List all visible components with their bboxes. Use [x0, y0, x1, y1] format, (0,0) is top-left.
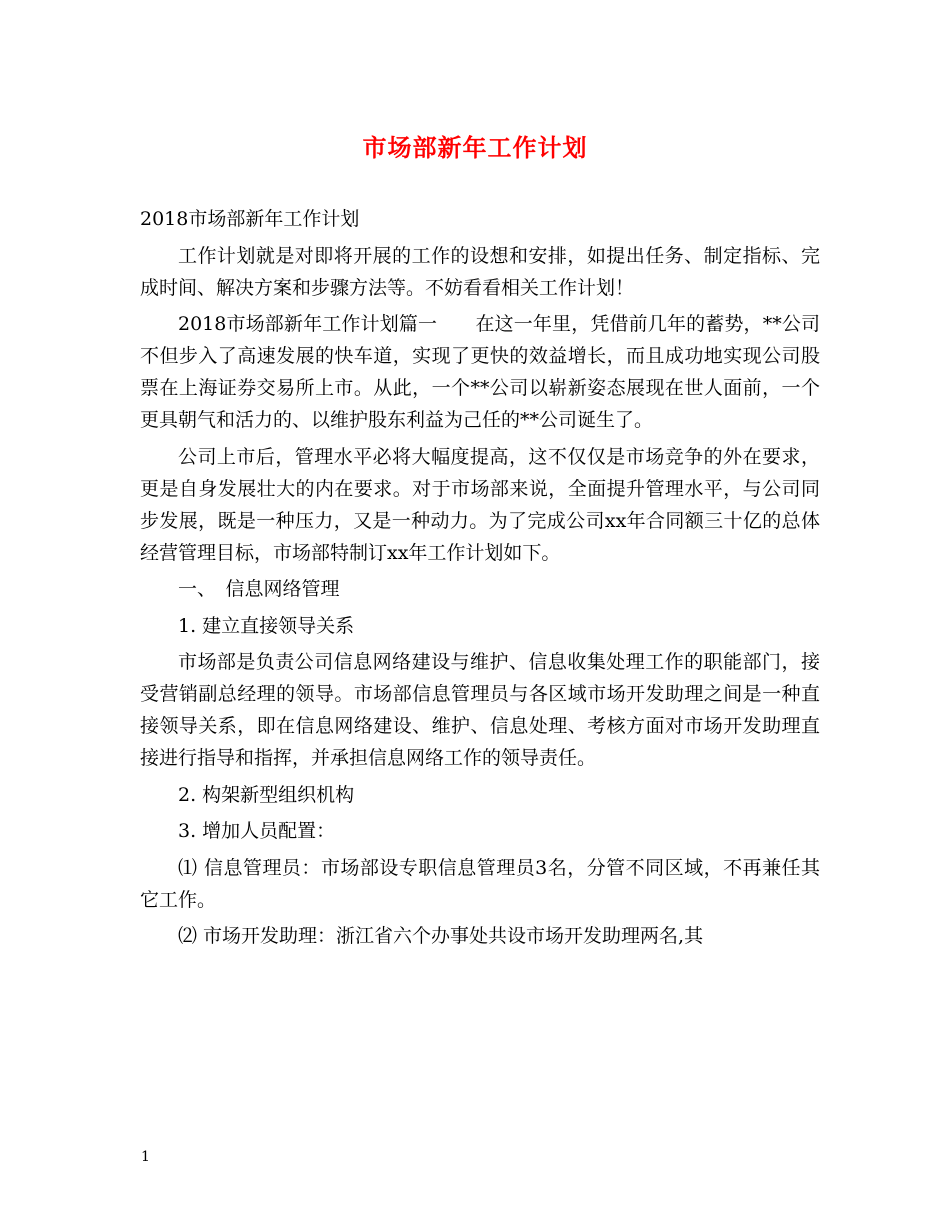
paragraph: 1. 建立直接领导关系	[178, 614, 355, 637]
document-title: 市场部新年工作计划	[362, 133, 588, 162]
paragraph: ⑴ 信息管理员：市场部设专职信息管理员3名，分管不同区域，不再兼任其它工作。	[140, 856, 820, 911]
paragraph: 2. 构架新型组织机构	[178, 783, 355, 806]
paragraph: 工作计划就是对即将开展的工作的设想和安排，如提出任务、制定指标、完成时间、解决方案和步骤方法等。不妨看看相关工作计划！	[140, 244, 820, 299]
document-body	[140, 203, 820, 957]
paragraph: 2018市场部新年工作计划	[140, 208, 360, 230]
paragraph: 公司上市后，管理水平必将大幅度提高，这不仅仅是市场竞争的外在要求，更是自身发展壮大的内在要求。对于市场部来说，全面提升管理水平，与公司同步发展，既是一种压力，又是一种动力。为了完成公司xx年合同额三十亿的总体经营管理目标，市场部特制订xx年工作计划如下。	[140, 445, 820, 564]
page-number: 1	[141, 1149, 150, 1165]
paragraph: ⑵ 市场开发助理：浙江省六个办事处共设市场开发助理两名,其	[178, 925, 704, 947]
paragraph: 2018市场部新年工作计划篇一 在这一年里，凭借前几年的蓄势，**公司不但步入了高速发展的快车道，实现了更快的效益增长，而且成功地实现公司股票在上海证券交易所上市。从此，一个**公司以崭新姿态展现在世人面前，一个更具朝气和活力的、以维护股东利益为己任的**公司诞生了。	[140, 313, 820, 431]
paragraph: 一、 信息网络管理	[178, 578, 340, 600]
paragraph: 3. 增加人员配置：	[178, 820, 336, 842]
paragraph: 市场部是负责公司信息网络建设与维护、信息收集处理工作的职能部门，接受营销副总经理的领导。市场部信息管理员与各区域市场开发助理之间是一种直接领导关系，即在信息网络建设、维护、信息处理、考核方面对市场开发助理直接进行指导和指挥，并承担信息网络工作的领导责任。	[140, 651, 820, 769]
